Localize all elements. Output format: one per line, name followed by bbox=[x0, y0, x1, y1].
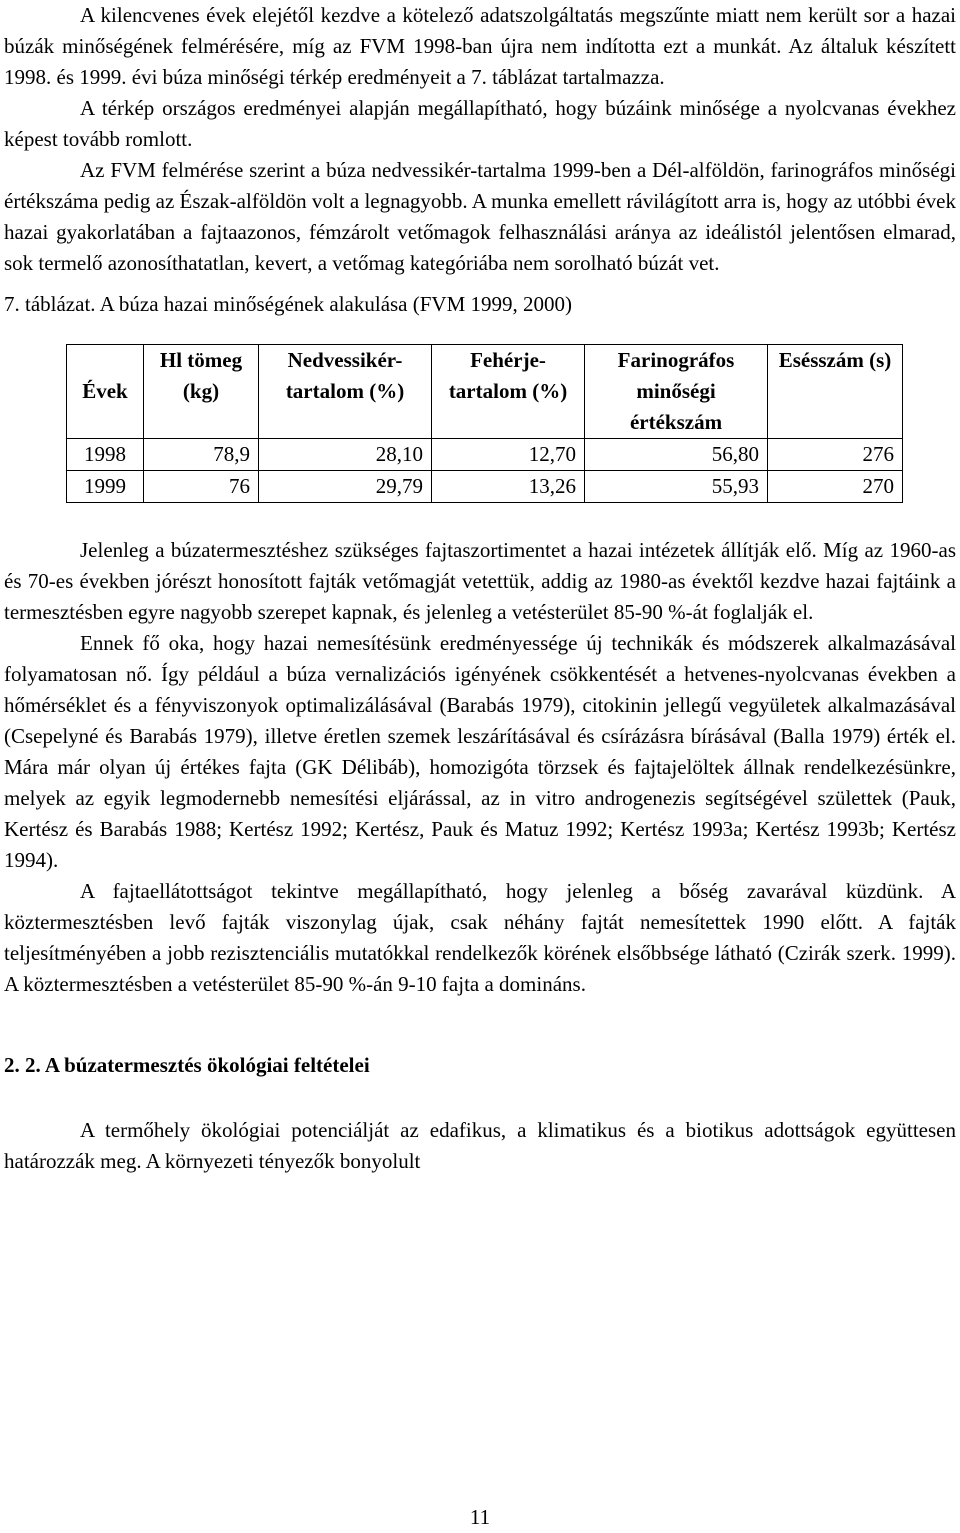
table-row bbox=[67, 439, 903, 471]
cell-falling-number: 270 bbox=[768, 471, 903, 503]
table-header-row bbox=[67, 345, 903, 439]
header-hl-weight: Hl tömeg (kg) bbox=[144, 345, 259, 439]
paragraph-breeding: Ennek fő oka, hogy hazai nemesítésünk eredményessége új technikák és módszerek alkalmazásával folyamatosan nő. Így például a búza vernalizációs igényének csökkentését a hetvenes-nyolcvanas években a hőmérséklet és a fényviszonyok optimalizálásával (Barabás 1979), citokinin jellegű vegyületek alkalmazásával (Csepelyné és Barabás 1979), illetve éretlen szemek leszárításával és csírázásra bírásával (Balla 1979) érték el. Mára már olyan új értékes fajta (GK Délibáb), homozigóta törzsek és fajtajelöltek állnak rendelkezésünkre, melyek az egyik legmodernebb nemesítési eljárással, az in vitro androgenezis segítségével születtek (Pauk, Kertész és Barabás 1988; Kertész 1992; Kertész, Pauk és Matuz 1992; Kertész 1993a; Kertész 1993b; Kertész 1994). bbox=[4, 631, 956, 872]
header-farinograph: Farinográfos minőségi értékszám bbox=[585, 345, 768, 439]
cell-protein: 12,70 bbox=[432, 439, 585, 471]
paragraph-ecology: A termőhely ökológiai potenciálját az edafikus, a klimatikus és a biotikus adottságok együttesen határozzák meg. A környezeti tényezők bonyolult bbox=[4, 1118, 956, 1173]
cell-wet-gluten: 28,10 bbox=[259, 439, 432, 471]
paragraph-intro: A kilencvenes évek elejétől kezdve a kötelező adatszolgáltatás megszűnte miatt nem került sor a hazai búzák minőségének felmérésére, míg az FVM 1998-ban újra nem indította ezt a munkát. Az általuk készített 1998. és 1999. évi búza minőségi térkép eredményeit a 7. táblázat tartalmazza. bbox=[4, 3, 956, 89]
cell-year: 1998 bbox=[67, 439, 144, 471]
paragraph-variety-supply: A fajtaellátottságot tekintve megállapítható, hogy jelenleg a bőség zavarával küzdünk. A köztermesztésben levő fajták viszonylag újak, csak néhány fajtát nemesítettek 1990 előtt. A fajták teljesítményében a jobb rezisztenciális mutatókkal rendelkezők körének elsőbbsége látható (Czirák szerk. 1999). A köztermesztésben a vetésterület 85-90 %-án 9-10 fajta a domináns. bbox=[4, 879, 956, 996]
header-wet-gluten: Nedvessikér-tartalom (%) bbox=[259, 345, 432, 439]
wheat-quality-table bbox=[66, 344, 903, 503]
table-caption: 7. táblázat. A búza hazai minőségének alakulása (FVM 1999, 2000) bbox=[4, 292, 573, 316]
document-page bbox=[4, 0, 956, 1177]
cell-hl-weight: 76 bbox=[144, 471, 259, 503]
cell-farinograph: 55,93 bbox=[585, 471, 768, 503]
page-number: 11 bbox=[469, 1505, 491, 1529]
cell-year: 1999 bbox=[67, 471, 144, 503]
cell-falling-number: 276 bbox=[768, 439, 903, 471]
paragraph-map-results: A térkép országos eredményei alapján megállapítható, hogy búzáink minősége a nyolcvanas évekhez képest tovább romlott. bbox=[4, 96, 956, 151]
header-protein: Fehérje-tartalom (%) bbox=[432, 345, 585, 439]
section-heading: 2. 2. A búzatermesztés ökológiai feltételei bbox=[4, 1053, 370, 1077]
cell-wet-gluten: 29,79 bbox=[259, 471, 432, 503]
cell-hl-weight: 78,9 bbox=[144, 439, 259, 471]
header-years: Évek bbox=[67, 345, 144, 439]
cell-farinograph: 56,80 bbox=[585, 439, 768, 471]
cell-protein: 13,26 bbox=[432, 471, 585, 503]
paragraph-variety-assortment: Jelenleg a búzatermesztéshez szükséges fajtaszortimentet a hazai intézetek állítják elő. Míg az 1960-as és 70-es években jórészt honosított fajták vetőmagját vetettük, addig az 1980-as évektől kezdve hazai fajtáink a termesztésben egyre nagyobb szerepet kapnak, és jelenleg a vetésterület 85-90 %-át foglalják el. bbox=[4, 538, 956, 624]
table-row bbox=[67, 471, 903, 503]
paragraph-fvm-survey: Az FVM felmérése szerint a búza nedvessikér-tartalma 1999-ben a Dél-alföldön, farinográfos minőségi értékszáma pedig az Észak-alföldön volt a legnagyobb. A munka emellett rávilágított arra is, hogy az utóbbi évek hazai gyakorlatában a fajtaazonos, fémzárolt vetőmagok felhasználási aránya az ideálistól jelentősen elmarad, sok termelő azonosíthatatlan, kevert, a vetőmag kategóriába nem sorolható búzát vet. bbox=[4, 158, 956, 275]
header-falling-number: Esésszám (s) bbox=[768, 345, 903, 439]
